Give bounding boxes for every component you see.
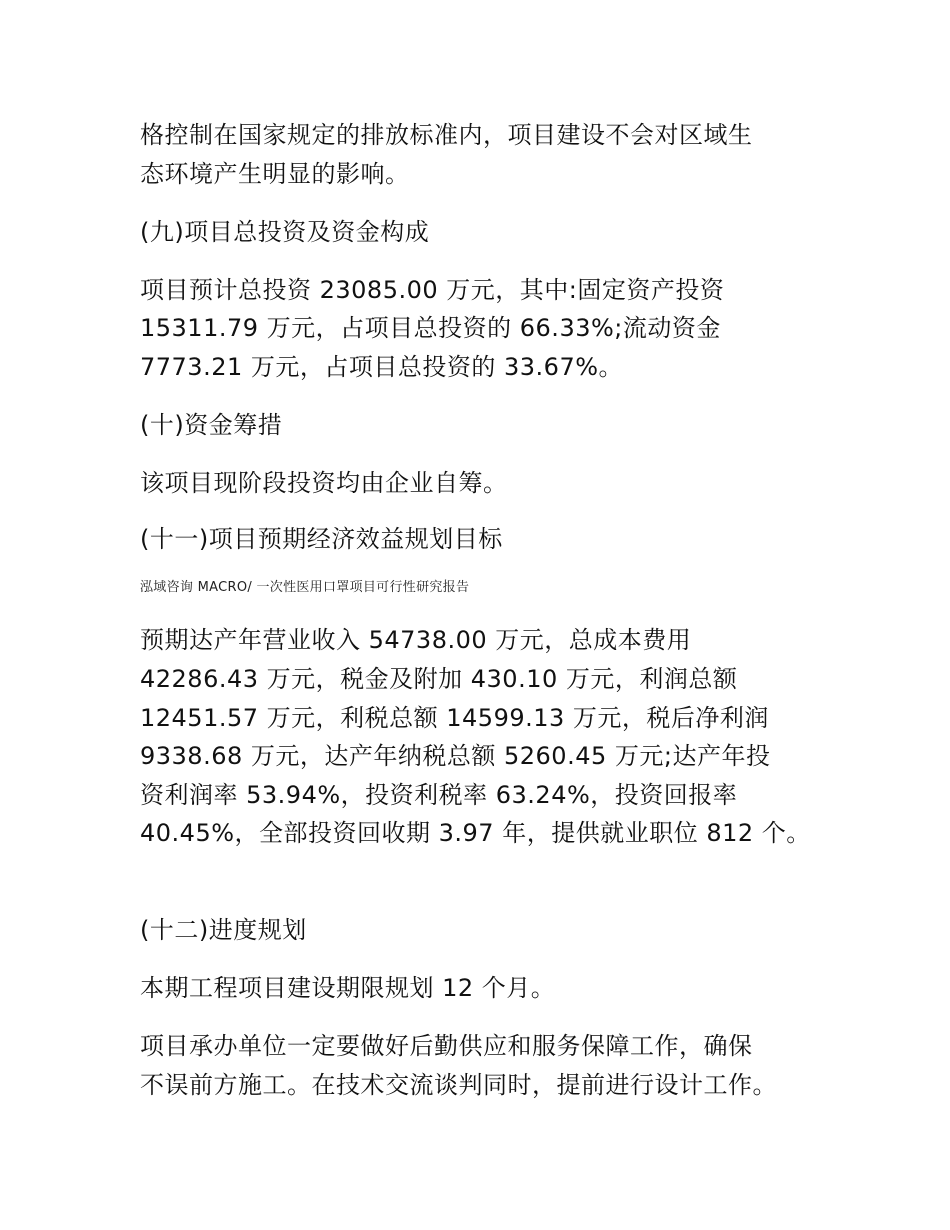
section-heading-9: (九)项目总投资及资金构成 xyxy=(140,218,430,246)
paragraph-line: 项目承办单位一定要做好后勤供应和服务保障工作，确保 xyxy=(140,1032,753,1060)
paragraph-line: 42286.43 万元，税金及附加 430.10 万元，利润总额 xyxy=(140,665,738,693)
paragraph-line: 态环境产生明显的影响。 xyxy=(140,160,410,188)
paragraph-line: 7773.21 万元，占项目总投资的 33.67%。 xyxy=(140,353,624,381)
section-heading-10: (十)资金筹措 xyxy=(140,411,283,439)
section-heading-12: (十二)进度规划 xyxy=(140,916,307,944)
running-header: 泓域咨询 MACRO/ 一次性医用口罩项目可行性研究报告 xyxy=(140,580,470,595)
paragraph-line: 本期工程项目建设期限规划 12 个月。 xyxy=(140,974,556,1002)
paragraph-line: 9338.68 万元，达产年纳税总额 5260.45 万元;达产年投 xyxy=(140,742,771,770)
section-heading-11: (十一)项目预期经济效益规划目标 xyxy=(140,525,503,553)
paragraph-line: 12451.57 万元，利税总额 14599.13 万元，税后净利润 xyxy=(140,704,769,732)
paragraph-line: 项目预计总投资 23085.00 万元，其中:固定资产投资 xyxy=(140,276,725,304)
paragraph-line: 预期达产年营业收入 54738.00 万元，总成本费用 xyxy=(140,626,692,654)
paragraph-line: 该项目现阶段投资均由企业自筹。 xyxy=(140,469,508,497)
paragraph-line: 40.45%，全部投资回收期 3.97 年，提供就业职位 812 个。 xyxy=(140,819,811,847)
paragraph-line: 15311.79 万元，占项目总投资的 66.33%;流动资金 xyxy=(140,314,721,342)
paragraph-line: 资利润率 53.94%，投资利税率 63.24%，投资回报率 xyxy=(140,781,738,809)
paragraph-line: 不误前方施工。在技术交流谈判同时，提前进行设计工作。 xyxy=(140,1071,777,1099)
paragraph-line: 格控制在国家规定的排放标准内，项目建设不会对区域生 xyxy=(140,121,753,149)
